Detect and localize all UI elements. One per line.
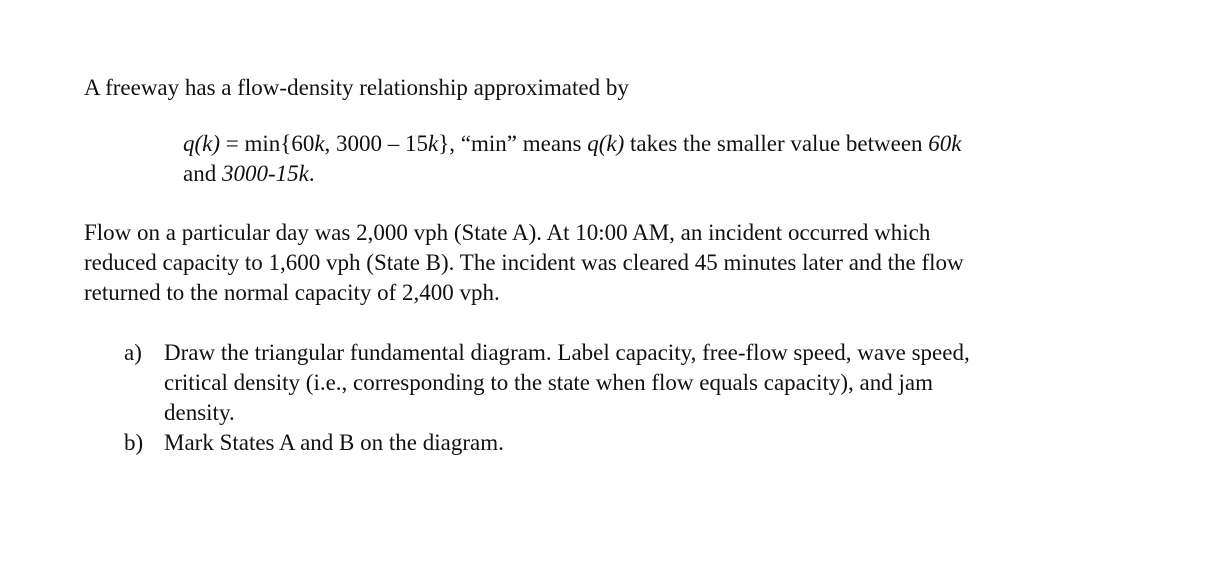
task-marker: b): [124, 430, 144, 455]
equation-explanation-2: takes the smaller value between: [624, 131, 929, 156]
equation-line-1: [183, 129, 1113, 159]
task-marker: a): [124, 340, 142, 365]
q-of-k: q(k): [183, 131, 221, 156]
task-item-a: [124, 338, 1144, 428]
value-60k: 60k: [928, 131, 962, 156]
task-item-b: [124, 428, 1144, 458]
and-word: and: [183, 161, 222, 186]
flow-density-equation: [183, 129, 1113, 189]
task-list: [124, 338, 1144, 458]
task-text: [164, 428, 1144, 458]
problem-line: Flow on a particular day was 2,000 vph (State A). At 10:00 AM, an incident occurred which: [84, 220, 931, 245]
value-3000-15k: 3000-15k: [221, 161, 309, 186]
k-symbol: k: [314, 131, 325, 156]
task-line: Mark States A and B on the diagram.: [164, 430, 504, 455]
task-text: [164, 338, 1144, 428]
task-line: density.: [164, 400, 235, 425]
equation-min-part: = min{60: [220, 131, 315, 156]
k-symbol: k: [428, 131, 439, 156]
task-line: critical density (i.e., corresponding to the state when flow equals capacity), and jam: [164, 370, 933, 395]
period: .: [308, 161, 315, 186]
problem-statement: [84, 218, 1144, 308]
problem-line: returned to the normal capacity of 2,400 vph.: [84, 280, 500, 305]
equation-line-2: [183, 159, 1113, 189]
q-of-k: q(k): [587, 131, 625, 156]
equation-explanation: }, “min” means: [438, 131, 588, 156]
problem-line: reduced capacity to 1,600 vph (State B). The incident was cleared 45 minutes later and the flow: [84, 250, 964, 275]
equation-min-part-2: , 3000 – 15: [324, 131, 429, 156]
document-page: [84, 73, 1144, 458]
intro-sentence: A freeway has a flow-density relationship approximated by: [84, 75, 629, 100]
task-line: Draw the triangular fundamental diagram. Label capacity, free-flow speed, wave speed,: [164, 340, 970, 365]
